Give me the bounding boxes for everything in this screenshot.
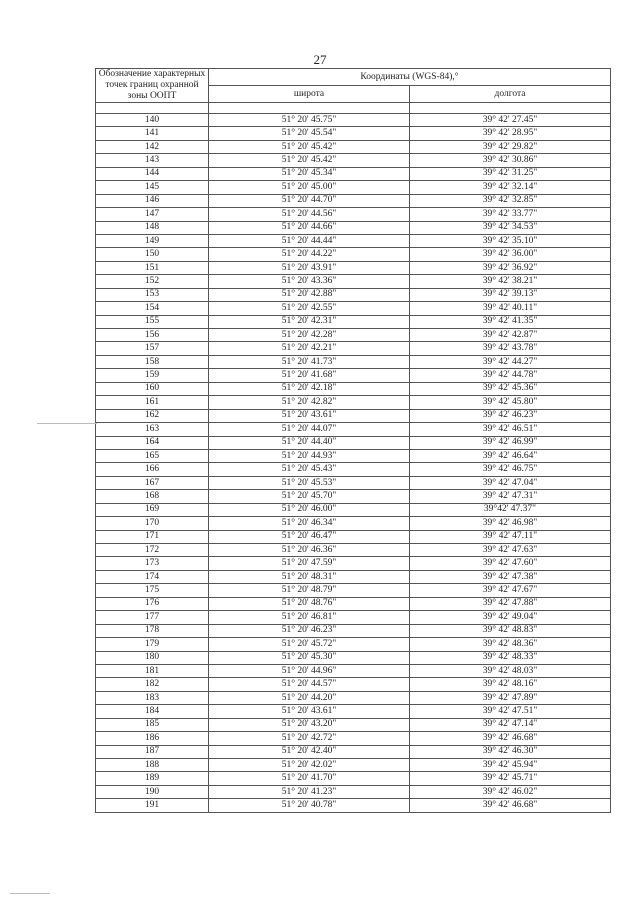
latitude-cell: 51° 20' 43.91" (209, 261, 410, 274)
spacer-row (96, 103, 611, 114)
latitude-cell: 51° 20' 46.34" (209, 517, 410, 530)
latitude-cell: 51° 20' 45.30" (209, 651, 410, 664)
latitude-cell: 51° 20' 42.88" (209, 288, 410, 301)
table-row (96, 691, 611, 704)
table-row (96, 557, 611, 570)
coordinates-header: Координаты (WGS-84),° (209, 69, 611, 86)
latitude-cell: 51° 20' 44.22" (209, 248, 410, 261)
latitude-cell: 51° 20' 44.57" (209, 678, 410, 691)
point-cell: 170 (96, 517, 209, 530)
longitude-cell: 39° 42' 47.88" (410, 597, 611, 610)
latitude-cell: 51° 20' 45.72" (209, 638, 410, 651)
table-row (96, 503, 611, 516)
point-cell: 168 (96, 490, 209, 503)
point-cell: 160 (96, 382, 209, 395)
table-row (96, 476, 611, 489)
scan-artifact-line (37, 423, 97, 424)
latitude-cell: 51° 20' 42.21" (209, 342, 410, 355)
longitude-cell: 39° 42' 35.10" (410, 234, 611, 247)
table-row (96, 261, 611, 274)
longitude-cell: 39° 42' 46.98" (410, 517, 611, 530)
point-cell: 184 (96, 705, 209, 718)
latitude-cell: 51° 20' 46.23" (209, 624, 410, 637)
latitude-cell: 51° 20' 48.76" (209, 597, 410, 610)
point-cell: 143 (96, 154, 209, 167)
table-row (96, 745, 611, 758)
point-cell: 182 (96, 678, 209, 691)
longitude-cell: 39° 42' 30.86" (410, 154, 611, 167)
table-row (96, 221, 611, 234)
point-cell: 150 (96, 248, 209, 261)
point-cell: 167 (96, 476, 209, 489)
latitude-cell: 51° 20' 42.55" (209, 302, 410, 315)
point-cell: 152 (96, 275, 209, 288)
point-cell: 163 (96, 423, 209, 436)
longitude-cell: 39° 42' 48.83" (410, 624, 611, 637)
point-cell: 176 (96, 597, 209, 610)
longitude-cell: 39° 42' 40.11" (410, 302, 611, 315)
point-cell: 191 (96, 799, 209, 812)
point-cell: 190 (96, 785, 209, 798)
latitude-cell: 51° 20' 45.70" (209, 490, 410, 503)
table-row (96, 194, 611, 207)
point-cell: 153 (96, 288, 209, 301)
table-row (96, 624, 611, 637)
latitude-cell: 51° 20' 44.93" (209, 449, 410, 462)
table-row (96, 718, 611, 731)
point-cell: 151 (96, 261, 209, 274)
point-cell: 157 (96, 342, 209, 355)
point-cell: 186 (96, 732, 209, 745)
table-row (96, 570, 611, 583)
point-cell: 146 (96, 194, 209, 207)
longitude-cell: 39° 42' 42.87" (410, 329, 611, 342)
point-cell: 175 (96, 584, 209, 597)
longitude-cell: 39° 42' 45.80" (410, 396, 611, 409)
latitude-cell: 51° 20' 47.59" (209, 557, 410, 570)
latitude-cell: 51° 20' 44.07" (209, 423, 410, 436)
point-cell: 166 (96, 463, 209, 476)
table-row (96, 302, 611, 315)
coordinates-table (95, 68, 611, 813)
table-row (96, 154, 611, 167)
table-row (96, 544, 611, 557)
point-cell: 187 (96, 745, 209, 758)
table-row (96, 530, 611, 543)
latitude-cell: 51° 20' 44.70" (209, 194, 410, 207)
table-row (96, 759, 611, 772)
longitude-cell: 39° 42' 47.11" (410, 530, 611, 543)
table-row (96, 181, 611, 194)
point-cell: 183 (96, 691, 209, 704)
longitude-cell: 39° 42' 34.53" (410, 221, 611, 234)
latitude-cell: 51° 20' 44.56" (209, 208, 410, 221)
point-cell: 164 (96, 436, 209, 449)
longitude-cell: 39° 42' 48.03" (410, 664, 611, 677)
longitude-cell: 39° 42' 45.94" (410, 759, 611, 772)
latitude-cell: 51° 20' 44.96" (209, 664, 410, 677)
table-row (96, 248, 611, 261)
latitude-cell: 51° 20' 41.73" (209, 355, 410, 368)
point-cell: 173 (96, 557, 209, 570)
latitude-cell: 51° 20' 41.70" (209, 772, 410, 785)
page-number: 27 (313, 52, 327, 67)
longitude-cell: 39° 42' 36.92" (410, 261, 611, 274)
longitude-cell: 39°42' 47.37" (410, 503, 611, 516)
longitude-cell: 39° 42' 41.35" (410, 315, 611, 328)
longitude-cell: 39° 42' 33.77" (410, 208, 611, 221)
longitude-cell: 39° 42' 36.00" (410, 248, 611, 261)
table-row (96, 140, 611, 153)
table-row (96, 396, 611, 409)
latitude-cell: 51° 20' 42.28" (209, 329, 410, 342)
point-cell: 144 (96, 167, 209, 180)
latitude-cell: 51° 20' 42.40" (209, 745, 410, 758)
latitude-cell: 51° 20' 43.61" (209, 705, 410, 718)
longitude-cell: 39° 42' 47.31" (410, 490, 611, 503)
table-row (96, 436, 611, 449)
latitude-cell: 51° 20' 46.36" (209, 544, 410, 557)
longitude-cell: 39° 42' 45.36" (410, 382, 611, 395)
longitude-header: долгота (410, 86, 611, 103)
point-cell: 179 (96, 638, 209, 651)
point-cell: 162 (96, 409, 209, 422)
point-cell: 158 (96, 355, 209, 368)
point-cell: 178 (96, 624, 209, 637)
latitude-cell: 51° 20' 42.31" (209, 315, 410, 328)
latitude-cell: 51° 20' 45.00" (209, 181, 410, 194)
table-row (96, 409, 611, 422)
table-row (96, 127, 611, 140)
longitude-cell: 39° 42' 39.13" (410, 288, 611, 301)
longitude-cell: 39° 42' 46.64" (410, 449, 611, 462)
table-row (96, 234, 611, 247)
longitude-cell: 39° 42' 31.25" (410, 167, 611, 180)
longitude-cell: 39° 42' 48.36" (410, 638, 611, 651)
longitude-cell: 39° 42' 27.45" (410, 114, 611, 127)
table-row (96, 329, 611, 342)
point-cell: 140 (96, 114, 209, 127)
point-cell: 188 (96, 759, 209, 772)
table-row (96, 342, 611, 355)
longitude-cell: 39° 42' 28.95" (410, 127, 611, 140)
table-row (96, 315, 611, 328)
point-cell: 172 (96, 544, 209, 557)
latitude-cell: 51° 20' 42.82" (209, 396, 410, 409)
longitude-cell: 39° 42' 47.38" (410, 570, 611, 583)
longitude-cell: 39° 42' 32.14" (410, 181, 611, 194)
latitude-cell: 51° 20' 45.54" (209, 127, 410, 140)
point-cell: 141 (96, 127, 209, 140)
table-row (96, 167, 611, 180)
point-cell: 148 (96, 221, 209, 234)
point-cell: 189 (96, 772, 209, 785)
table-row (96, 664, 611, 677)
point-cell: 155 (96, 315, 209, 328)
longitude-cell: 39° 42' 32.85" (410, 194, 611, 207)
longitude-cell: 39° 42' 49.04" (410, 611, 611, 624)
latitude-cell: 51° 20' 45.53" (209, 476, 410, 489)
longitude-cell: 39° 42' 47.51" (410, 705, 611, 718)
point-cell: 154 (96, 302, 209, 315)
table-row (96, 114, 611, 127)
point-cell: 156 (96, 329, 209, 342)
latitude-cell: 51° 20' 45.34" (209, 167, 410, 180)
longitude-cell: 39° 42' 47.89" (410, 691, 611, 704)
latitude-cell: 51° 20' 48.79" (209, 584, 410, 597)
table-row (96, 772, 611, 785)
latitude-cell: 51° 20' 42.72" (209, 732, 410, 745)
latitude-cell: 51° 20' 46.00" (209, 503, 410, 516)
point-cell: 142 (96, 140, 209, 153)
point-cell: 149 (96, 234, 209, 247)
point-cell: 185 (96, 718, 209, 731)
latitude-cell: 51° 20' 45.42" (209, 154, 410, 167)
table-row (96, 208, 611, 221)
latitude-cell: 51° 20' 44.44" (209, 234, 410, 247)
table-row (96, 449, 611, 462)
longitude-cell: 39° 42' 48.33" (410, 651, 611, 664)
table-row (96, 651, 611, 664)
point-cell: 174 (96, 570, 209, 583)
table-row (96, 517, 611, 530)
longitude-cell: 39° 42' 46.02" (410, 785, 611, 798)
latitude-cell: 51° 20' 45.75" (209, 114, 410, 127)
table-row (96, 584, 611, 597)
latitude-cell: 51° 20' 43.36" (209, 275, 410, 288)
point-cell: 169 (96, 503, 209, 516)
point-cell: 177 (96, 611, 209, 624)
table-row (96, 288, 611, 301)
latitude-cell: 51° 20' 45.42" (209, 140, 410, 153)
longitude-cell: 39° 42' 46.75" (410, 463, 611, 476)
latitude-cell: 51° 20' 44.20" (209, 691, 410, 704)
longitude-cell: 39° 42' 46.99" (410, 436, 611, 449)
latitude-cell: 51° 20' 42.18" (209, 382, 410, 395)
longitude-cell: 39° 42' 38.21" (410, 275, 611, 288)
table-row (96, 732, 611, 745)
latitude-header: широта (209, 86, 410, 103)
latitude-cell: 51° 20' 45.43" (209, 463, 410, 476)
point-cell: 181 (96, 664, 209, 677)
table-row (96, 597, 611, 610)
table-row (96, 785, 611, 798)
table-row (96, 799, 611, 812)
longitude-cell: 39° 42' 46.68" (410, 799, 611, 812)
table-row (96, 355, 611, 368)
table-row (96, 638, 611, 651)
table-row (96, 611, 611, 624)
point-cell: 145 (96, 181, 209, 194)
longitude-cell: 39° 42' 44.27" (410, 355, 611, 368)
point-cell: 180 (96, 651, 209, 664)
longitude-cell: 39° 42' 47.60" (410, 557, 611, 570)
table-row (96, 678, 611, 691)
point-cell: 165 (96, 449, 209, 462)
longitude-cell: 39° 42' 46.51" (410, 423, 611, 436)
longitude-cell: 39° 42' 47.14" (410, 718, 611, 731)
latitude-cell: 51° 20' 41.23" (209, 785, 410, 798)
point-cell: 171 (96, 530, 209, 543)
latitude-cell: 51° 20' 40.78" (209, 799, 410, 812)
longitude-cell: 39° 42' 47.67" (410, 584, 611, 597)
longitude-cell: 39° 42' 48.16" (410, 678, 611, 691)
table-row (96, 423, 611, 436)
latitude-cell: 51° 20' 43.20" (209, 718, 410, 731)
latitude-cell: 51° 20' 48.31" (209, 570, 410, 583)
table-row (96, 275, 611, 288)
longitude-cell: 39° 42' 47.04" (410, 476, 611, 489)
table-row (96, 705, 611, 718)
latitude-cell: 51° 20' 41.68" (209, 369, 410, 382)
point-label-header: Обозначение характерных точек границ охранной зоны ООПТ (96, 69, 209, 103)
longitude-cell: 39° 42' 46.30" (410, 745, 611, 758)
latitude-cell: 51° 20' 43.61" (209, 409, 410, 422)
latitude-cell: 51° 20' 46.81" (209, 611, 410, 624)
longitude-cell: 39° 42' 47.63" (410, 544, 611, 557)
table-row (96, 463, 611, 476)
longitude-cell: 39° 42' 44.78" (410, 369, 611, 382)
table-row (96, 369, 611, 382)
longitude-cell: 39° 42' 46.68" (410, 732, 611, 745)
longitude-cell: 39° 42' 43.78" (410, 342, 611, 355)
scan-artifact-line (10, 893, 50, 894)
longitude-cell: 39° 42' 46.23" (410, 409, 611, 422)
latitude-cell: 51° 20' 44.40" (209, 436, 410, 449)
point-cell: 161 (96, 396, 209, 409)
latitude-cell: 51° 20' 42.02" (209, 759, 410, 772)
table-row (96, 490, 611, 503)
latitude-cell: 51° 20' 46.47" (209, 530, 410, 543)
table-row (96, 382, 611, 395)
point-cell: 147 (96, 208, 209, 221)
latitude-cell: 51° 20' 44.66" (209, 221, 410, 234)
longitude-cell: 39° 42' 45.71" (410, 772, 611, 785)
point-cell: 159 (96, 369, 209, 382)
longitude-cell: 39° 42' 29.82" (410, 140, 611, 153)
